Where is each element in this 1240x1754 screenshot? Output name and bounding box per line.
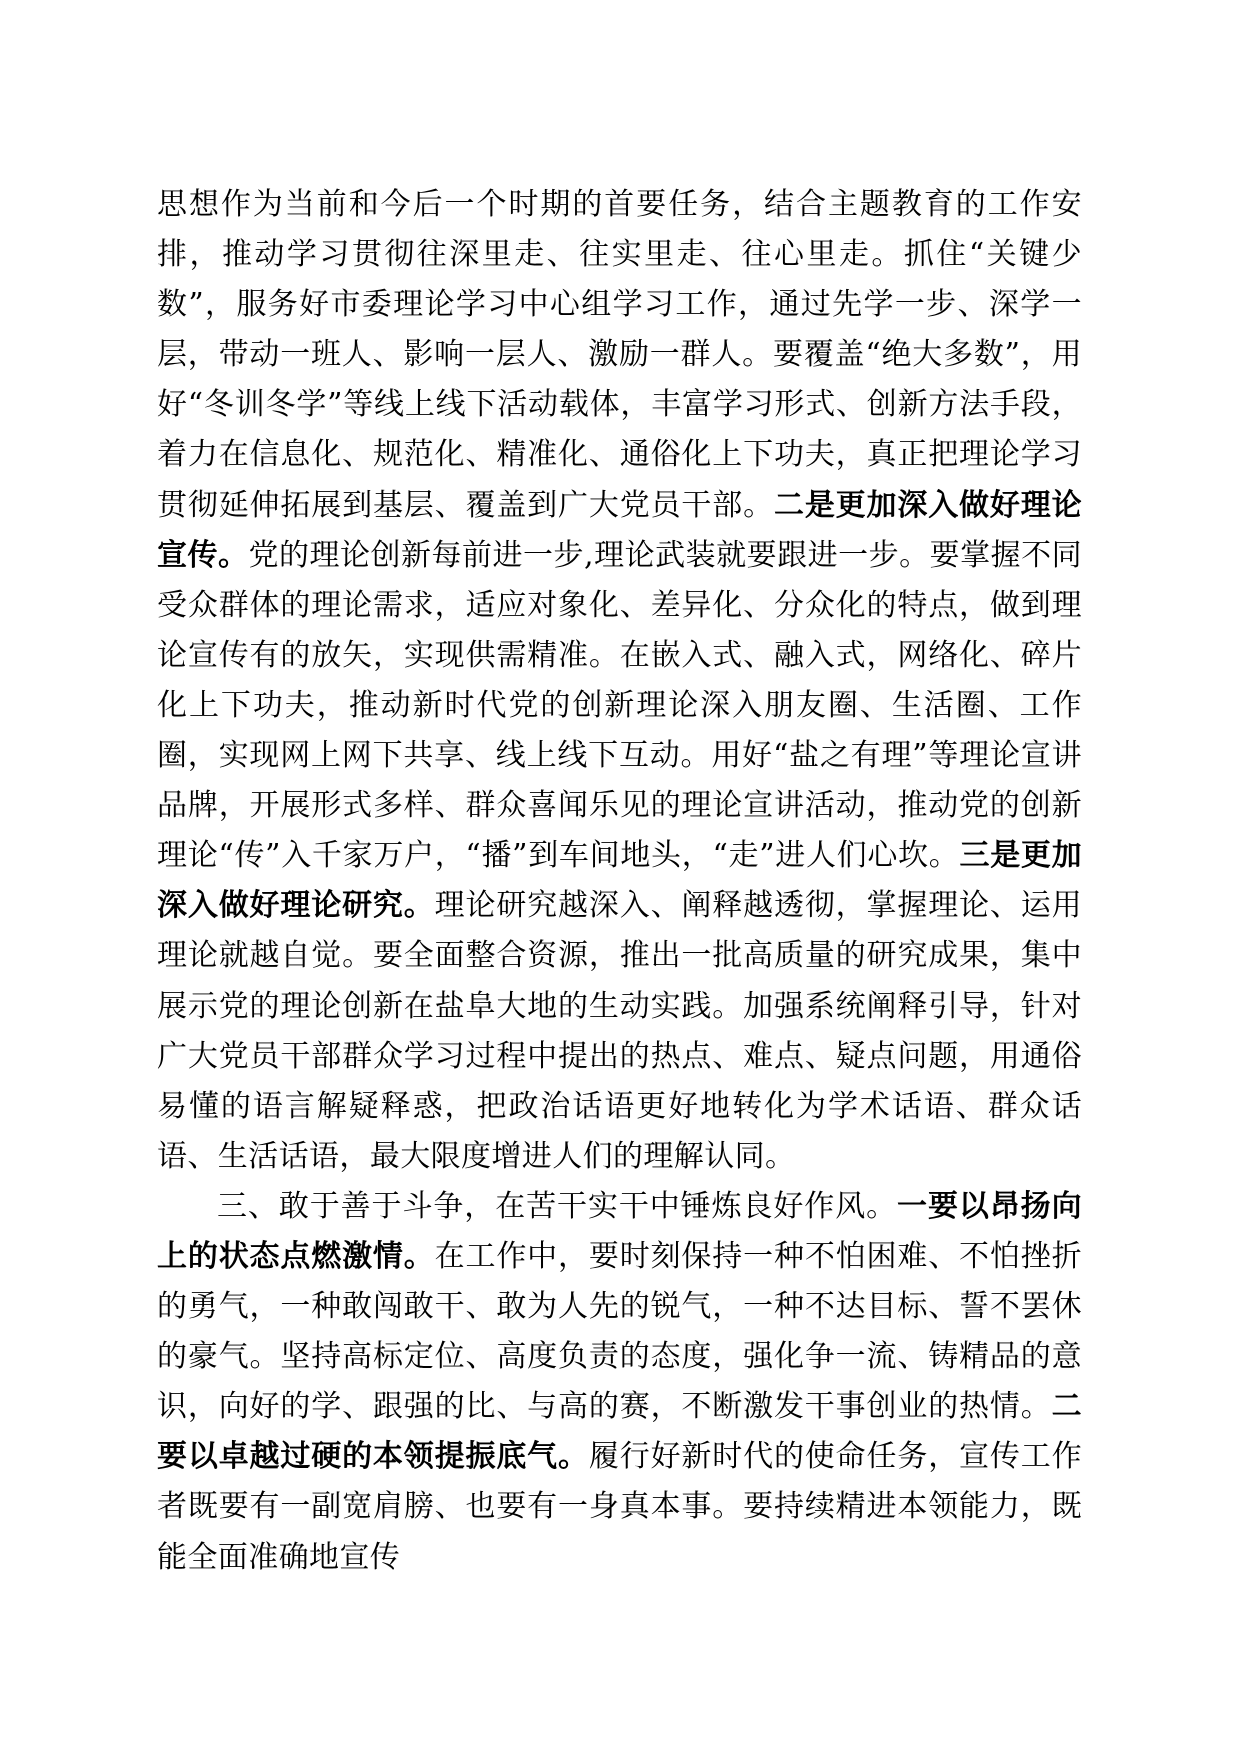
document-body: [157, 180, 1082, 1583]
paragraph-1-text-2: 党的理论创新每前进一步,理论武装就要跟进一步。要掌握不同受众群体的理论需求，适应对象化、差异化、分众化的特点，做到理论宣传有的放矢，实现供需精准。在嵌入式、融入式，网络化、碎片化上下功夫，推动新时代党的创新理论深入朋友圈、生活圈、工作圈，实现网上网下共享、线上线下互动。用好“盐之有理”等理论宣讲品牌，开展形式多样、群众喜闻乐见的理论宣讲活动，推动党的创新理论“传”入千家万户，“播”到车间地头，“走”进人们心坎。: [157, 537, 1082, 874]
section-heading-3: 三、敢于善于斗争，在苦干实干中锤炼良好作风。: [217, 1188, 898, 1224]
paragraph-1-heading-3: 三是更加深入做好理论研究。: [157, 838, 1082, 924]
paragraph-1-text-3: 理论研究越深入、阐释越透彻，掌握理论、运用理论就越自觉。要全面整合资源，推出一批高质量的研究成果，集中展示党的理论创新在盐阜大地的生动实践。加强系统阐释引导，针对广大党员干部群众学习过程中提出的热点、难点、疑点问题，用通俗易懂的语言解疑释惑，把政治话语更好地转化为学术话语、群众话语、生活话语，最大限度增进人们的理解认同。: [157, 888, 1082, 1174]
paragraph-2-text-1: 在工作中，要时刻保持一种不怕困难、不怕挫折的勇气，一种敢闯敢干、敢为人先的锐气，一种不达目标、誓不罢休的豪气。坚持高标定位、高度负责的态度，强化争一流、铸精品的意识，向好的学、跟强的比、与高的赛，不断激发干事创业的热情。: [157, 1238, 1082, 1425]
paragraph-1: [157, 180, 1082, 1182]
paragraph-2-text-2: 履行好新时代的使命任务，宣传工作者既要有一副宽肩膀、也要有一身真本事。要持续精进本领能力，既能全面准确地宣传: [157, 1439, 1082, 1575]
paragraph-1-text-1: 思想作为当前和今后一个时期的首要任务，结合主题教育的工作安排，推动学习贯彻往深里走、往实里走、往心里走。抓住“关键少数”，服务好市委理论学习中心组学习工作，通过先学一步、深学一层，带动一班人、影响一层人、激励一群人。要覆盖“绝大多数”，用好“冬训冬学”等线上线下活动载体，丰富学习形式、创新方法手段，着力在信息化、规范化、精准化、通俗化上下功夫，真正把理论学习贯彻延伸拓展到基层、覆盖到广大党员干部。: [157, 187, 1082, 523]
paragraph-1-heading-2: 二是更加深入做好理论宣传。: [157, 487, 1083, 573]
paragraph-2: [157, 1182, 1082, 1583]
paragraph-2-heading-1: 一要以昂扬向上的状态点燃激情。: [157, 1188, 1082, 1274]
paragraph-2-heading-2: 二要以卓越过硬的本领提振底气。: [157, 1389, 1082, 1475]
